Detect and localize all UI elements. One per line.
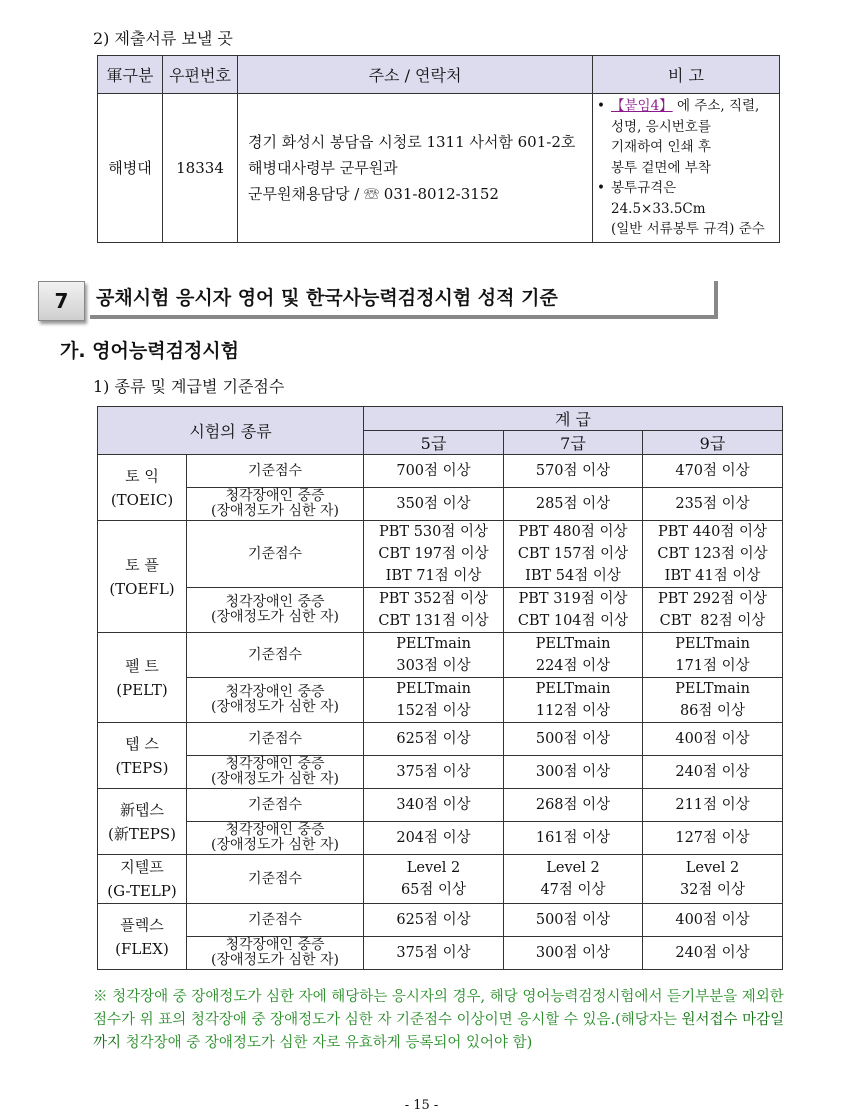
score-value: 340점 이상 bbox=[364, 789, 504, 822]
remark-text: 에 주소, 직렬, bbox=[672, 98, 760, 114]
score-row bbox=[98, 937, 783, 970]
score-value: PBT 352점 이상 CBT 131점 이상 bbox=[364, 588, 504, 633]
footnote-text-end: 청각장애 중 장애정도가 심한 자로 유효하게 등록되어 있어야 함) bbox=[121, 1035, 533, 1051]
header-grade-9: 9급 bbox=[643, 431, 783, 455]
unit-cell: 해병대 bbox=[98, 94, 163, 243]
score-value: 300점 이상 bbox=[504, 756, 643, 789]
score-row bbox=[98, 521, 783, 588]
footnote bbox=[93, 986, 793, 1055]
test-name: 토 플 (TOEFL) bbox=[98, 521, 187, 633]
remarks-cell bbox=[593, 94, 780, 243]
score-value: PBT 292점 이상 CBT 82점 이상 bbox=[643, 588, 783, 633]
criterion-label: 청각장애인 중증 (장애정도가 심한 자) bbox=[187, 756, 364, 789]
test-name: 토 익 (TOEIC) bbox=[98, 455, 187, 521]
criterion-label: 청각장애인 중증 (장애정도가 심한 자) bbox=[187, 937, 364, 970]
score-value: 470점 이상 bbox=[643, 455, 783, 488]
score-value: Level 2 32점 이상 bbox=[643, 855, 783, 904]
score-value: 211점 이상 bbox=[643, 789, 783, 822]
score-value: PBT 480점 이상 CBT 157점 이상 IBT 54점 이상 bbox=[504, 521, 643, 588]
address-line: 경기 화성시 봉담읍 시청로 1311 사서함 601-2호 bbox=[248, 132, 576, 151]
header-unit: 軍구분 bbox=[98, 56, 163, 94]
score-row bbox=[98, 904, 783, 937]
header-address: 주소 / 연락처 bbox=[238, 56, 593, 94]
page-number: - 15 - bbox=[404, 1098, 439, 1113]
criterion-label: 청각장애인 중증 (장애정도가 심한 자) bbox=[187, 822, 364, 855]
score-value: 161점 이상 bbox=[504, 822, 643, 855]
bullet: • bbox=[597, 180, 605, 196]
criterion-label: 청각장애인 중증 (장애정도가 심한 자) bbox=[187, 678, 364, 723]
score-table-body bbox=[98, 455, 783, 970]
criterion-label: 기준점수 bbox=[187, 904, 364, 937]
criterion-label: 기준점수 bbox=[187, 455, 364, 488]
bullet: • bbox=[597, 98, 605, 114]
test-name: 펠 트 (PELT) bbox=[98, 633, 187, 723]
header-test-type: 시험의 종류 bbox=[98, 407, 364, 455]
header-postcode: 우편번호 bbox=[163, 56, 238, 94]
address-cell bbox=[238, 94, 593, 243]
mail-table bbox=[97, 55, 780, 243]
attachment-link[interactable]: 【붙임4】 bbox=[611, 98, 673, 114]
score-value: PBT 319점 이상 CBT 104점 이상 bbox=[504, 588, 643, 633]
score-value: 625점 이상 bbox=[364, 723, 504, 756]
section-number: 7 bbox=[38, 281, 85, 321]
score-value: 350점 이상 bbox=[364, 488, 504, 521]
footnote-highlight: 원서접수 마감일까지 bbox=[93, 1012, 785, 1051]
header-grade-7: 7급 bbox=[504, 431, 643, 455]
score-value: 240점 이상 bbox=[643, 756, 783, 789]
criterion-label: 청각장애인 중증 (장애정도가 심한 자) bbox=[187, 588, 364, 633]
remark-line bbox=[597, 158, 775, 179]
score-table bbox=[97, 406, 783, 970]
score-row bbox=[98, 789, 783, 822]
score-row bbox=[98, 723, 783, 756]
criterion-label: 기준점수 bbox=[187, 855, 364, 904]
remark-text: 봉투 겉면에 부착 bbox=[611, 159, 711, 176]
score-value: 700점 이상 bbox=[364, 455, 504, 488]
score-value: 235점 이상 bbox=[643, 488, 783, 521]
remark-line bbox=[597, 137, 775, 158]
score-value: 400점 이상 bbox=[643, 723, 783, 756]
test-name: 新텝스 (新TEPS) bbox=[98, 789, 187, 855]
address-line: 군무원채용담당 / ☏ 031-8012-3152 bbox=[248, 184, 499, 203]
score-row bbox=[98, 488, 783, 521]
score-value: 375점 이상 bbox=[364, 756, 504, 789]
score-value: PELTmain 112점 이상 bbox=[504, 678, 643, 723]
score-value: PBT 530점 이상 CBT 197점 이상 IBT 71점 이상 bbox=[364, 521, 504, 588]
test-name: 플렉스 (FLEX) bbox=[98, 904, 187, 970]
score-value: 625점 이상 bbox=[364, 904, 504, 937]
postcode-cell: 18334 bbox=[163, 94, 238, 243]
score-row bbox=[98, 756, 783, 789]
criterion-label: 기준점수 bbox=[187, 723, 364, 756]
remark-line bbox=[597, 96, 775, 117]
criterion-label: 청각장애인 중증 (장애정도가 심한 자) bbox=[187, 488, 364, 521]
score-row bbox=[98, 678, 783, 723]
criterion-label: 기준점수 bbox=[187, 633, 364, 678]
criterion-label: 기준점수 bbox=[187, 789, 364, 822]
address-line: 해병대사령부 군무원과 bbox=[248, 158, 398, 177]
test-name: 텝 스 (TEPS) bbox=[98, 723, 187, 789]
score-value: PBT 440점 이상 CBT 123점 이상 IBT 41점 이상 bbox=[643, 521, 783, 588]
footnote-text: 청각장애 중 장애정도가 심한 자에 해당하는 응시자의 경우, 해당 영어능력검정시험에서 듣기부분을 제외한 점수가 위 표의 청각장애 중 장애정도가 심한 자 기준점수 이상이면 응시할 수 있음.(해당자는 bbox=[93, 989, 784, 1028]
score-row bbox=[98, 455, 783, 488]
score-value: 500점 이상 bbox=[504, 723, 643, 756]
score-value: 400점 이상 bbox=[643, 904, 783, 937]
test-name: 지텔프 (G-TELP) bbox=[98, 855, 187, 904]
remark-text: 봉투규격은 24.5×33.5Cm bbox=[611, 180, 706, 217]
remark-text: 기재하여 인쇄 후 bbox=[611, 139, 711, 155]
header-grade: 계 급 bbox=[364, 407, 783, 431]
score-value: PELTmain 171점 이상 bbox=[643, 633, 783, 678]
score-value: PELTmain 303점 이상 bbox=[364, 633, 504, 678]
remark-text: 성명, 응시번호를 bbox=[611, 118, 711, 135]
score-row bbox=[98, 855, 783, 904]
mail-heading: 2) 제출서류 보낼 곳 bbox=[93, 29, 233, 48]
remarks-list bbox=[597, 96, 775, 240]
criterion-label: 기준점수 bbox=[187, 521, 364, 588]
score-value: 300점 이상 bbox=[504, 937, 643, 970]
score-value: 500점 이상 bbox=[504, 904, 643, 937]
footnote-mark: ※ bbox=[93, 989, 108, 1005]
score-row bbox=[98, 633, 783, 678]
remark-line bbox=[597, 117, 775, 138]
section-title: 공채시험 응시자 영어 및 한국사능력검정시험 성적 기준 bbox=[90, 281, 718, 319]
score-value: 204점 이상 bbox=[364, 822, 504, 855]
score-value: 285점 이상 bbox=[504, 488, 643, 521]
score-value: PELTmain 86점 이상 bbox=[643, 678, 783, 723]
subheading: 1) 종류 및 계급별 기준점수 bbox=[93, 377, 285, 396]
score-row bbox=[98, 588, 783, 633]
remark-line bbox=[597, 178, 775, 219]
score-value: PELTmain 152점 이상 bbox=[364, 678, 504, 723]
score-value: 375점 이상 bbox=[364, 937, 504, 970]
score-value: PELTmain 224점 이상 bbox=[504, 633, 643, 678]
remark-text: (일반 서류봉투 규격) 준수 bbox=[611, 221, 765, 237]
header-remarks: 비 고 bbox=[593, 56, 780, 94]
score-value: 570점 이상 bbox=[504, 455, 643, 488]
header-grade-5: 5급 bbox=[364, 431, 504, 455]
score-value: Level 2 65점 이상 bbox=[364, 855, 504, 904]
score-value: 127점 이상 bbox=[643, 822, 783, 855]
subsection-title: 가. 영어능력검정시험 bbox=[60, 340, 240, 362]
score-value: 268점 이상 bbox=[504, 789, 643, 822]
score-value: Level 2 47점 이상 bbox=[504, 855, 643, 904]
remark-line bbox=[597, 219, 775, 240]
score-value: 240점 이상 bbox=[643, 937, 783, 970]
score-row bbox=[98, 822, 783, 855]
